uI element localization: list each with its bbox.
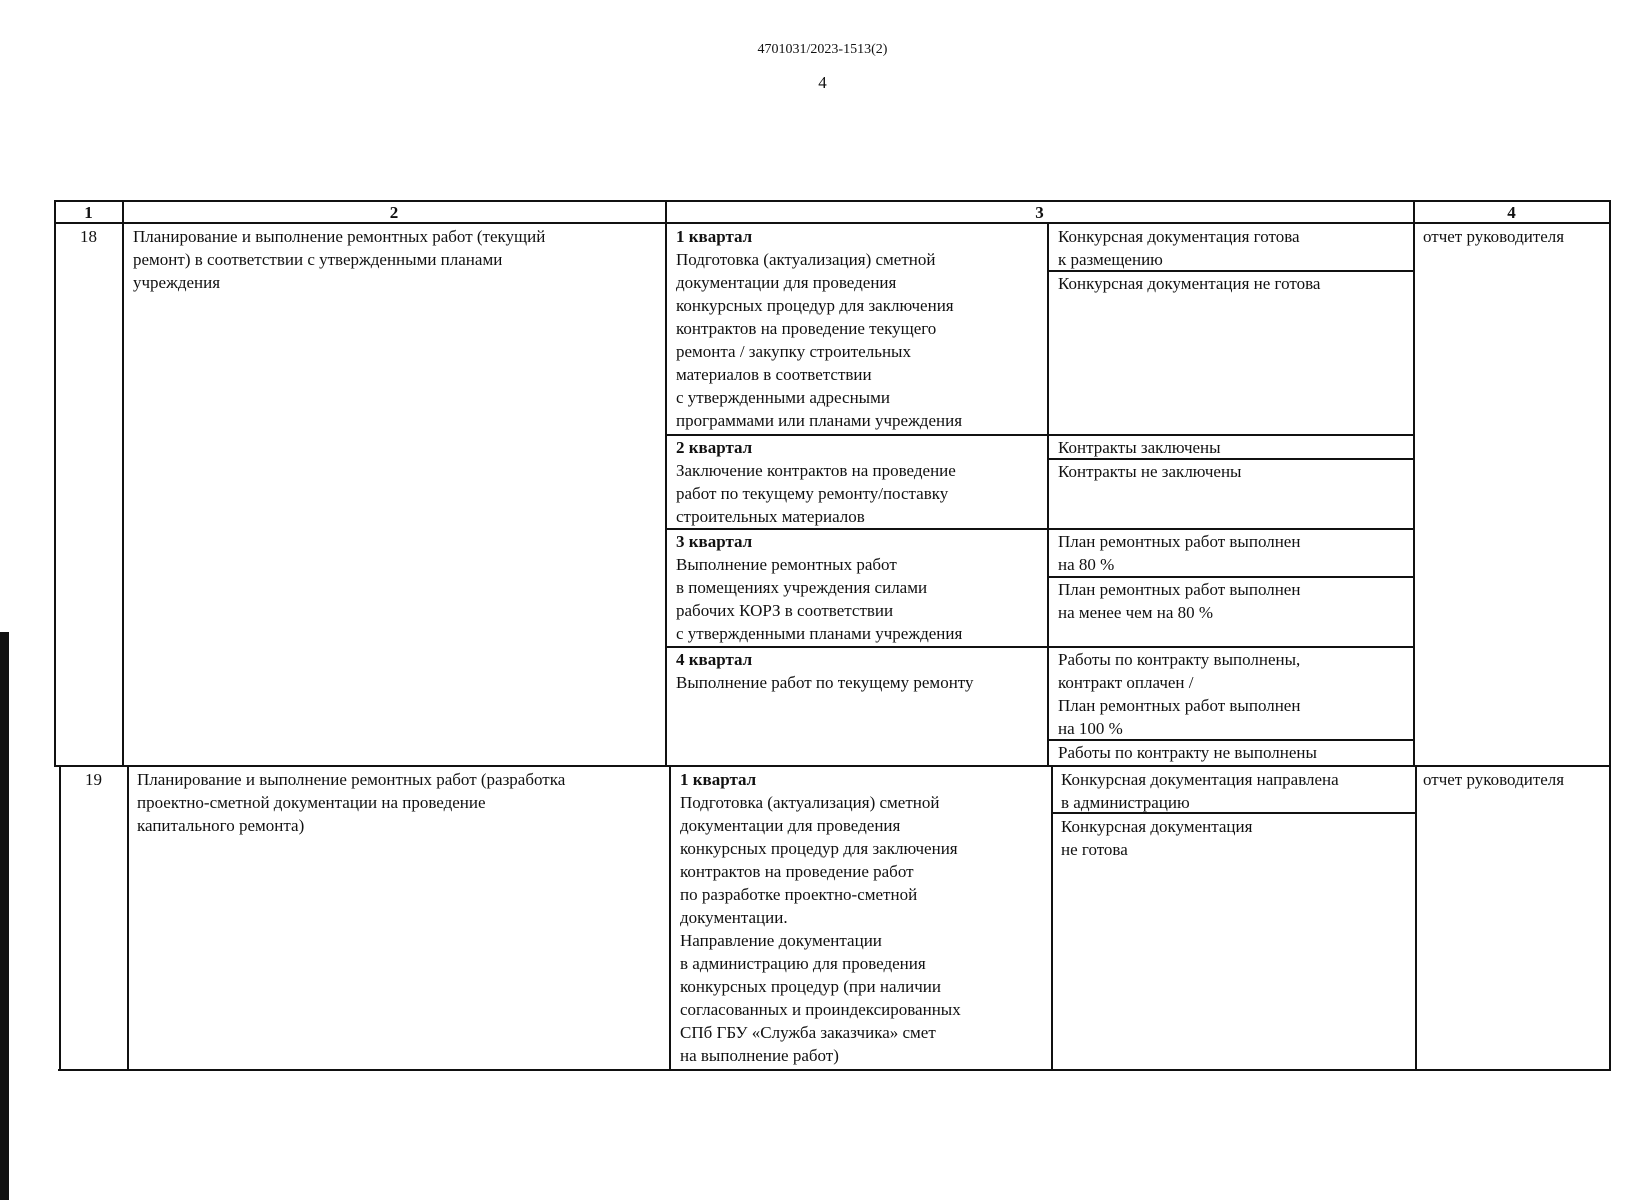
quarter-title: 3 квартал [676, 532, 753, 551]
report-cell: отчет руководителя [1423, 227, 1565, 246]
scan-edge [0, 632, 9, 1200]
document-number: 4701031/2023-1513(2) [757, 42, 888, 57]
page-number: 4 [818, 73, 827, 92]
outcome-positive: Конкурсная документация готова [1058, 227, 1300, 246]
quarter-title: 1 квартал [680, 770, 757, 789]
outcome-negative: Контракты не заключены [1058, 462, 1242, 481]
column-header-2: 2 [389, 203, 399, 222]
outcome-positive: План ремонтных работ выполнен [1058, 532, 1301, 551]
column-header-4: 4 [1507, 203, 1516, 222]
quarter-title: 4 квартал [676, 650, 753, 669]
outcome-negative: Работы по контракту не выполнены [1058, 743, 1317, 762]
outcome-negative: Конкурсная документация [1061, 817, 1253, 836]
column-header-3: 3 [1035, 203, 1044, 222]
outcome-positive: Конкурсная документация направлена [1061, 770, 1339, 789]
row-number: 19 [85, 770, 102, 789]
outcome-negative: Конкурсная документация не готова [1058, 274, 1321, 293]
report-cell: отчет руководителя [1423, 770, 1565, 789]
column-header-1: 1 [84, 203, 93, 222]
row-number: 18 [80, 227, 97, 246]
outcome-positive: Работы по контракту выполнены, [1058, 650, 1301, 669]
outcome-positive: Контракты заключены [1058, 438, 1221, 457]
quarter-title: 2 квартал [676, 438, 753, 457]
quarter-title: 1 квартал [676, 227, 753, 246]
outcome-negative: План ремонтных работ выполнен [1058, 580, 1301, 599]
